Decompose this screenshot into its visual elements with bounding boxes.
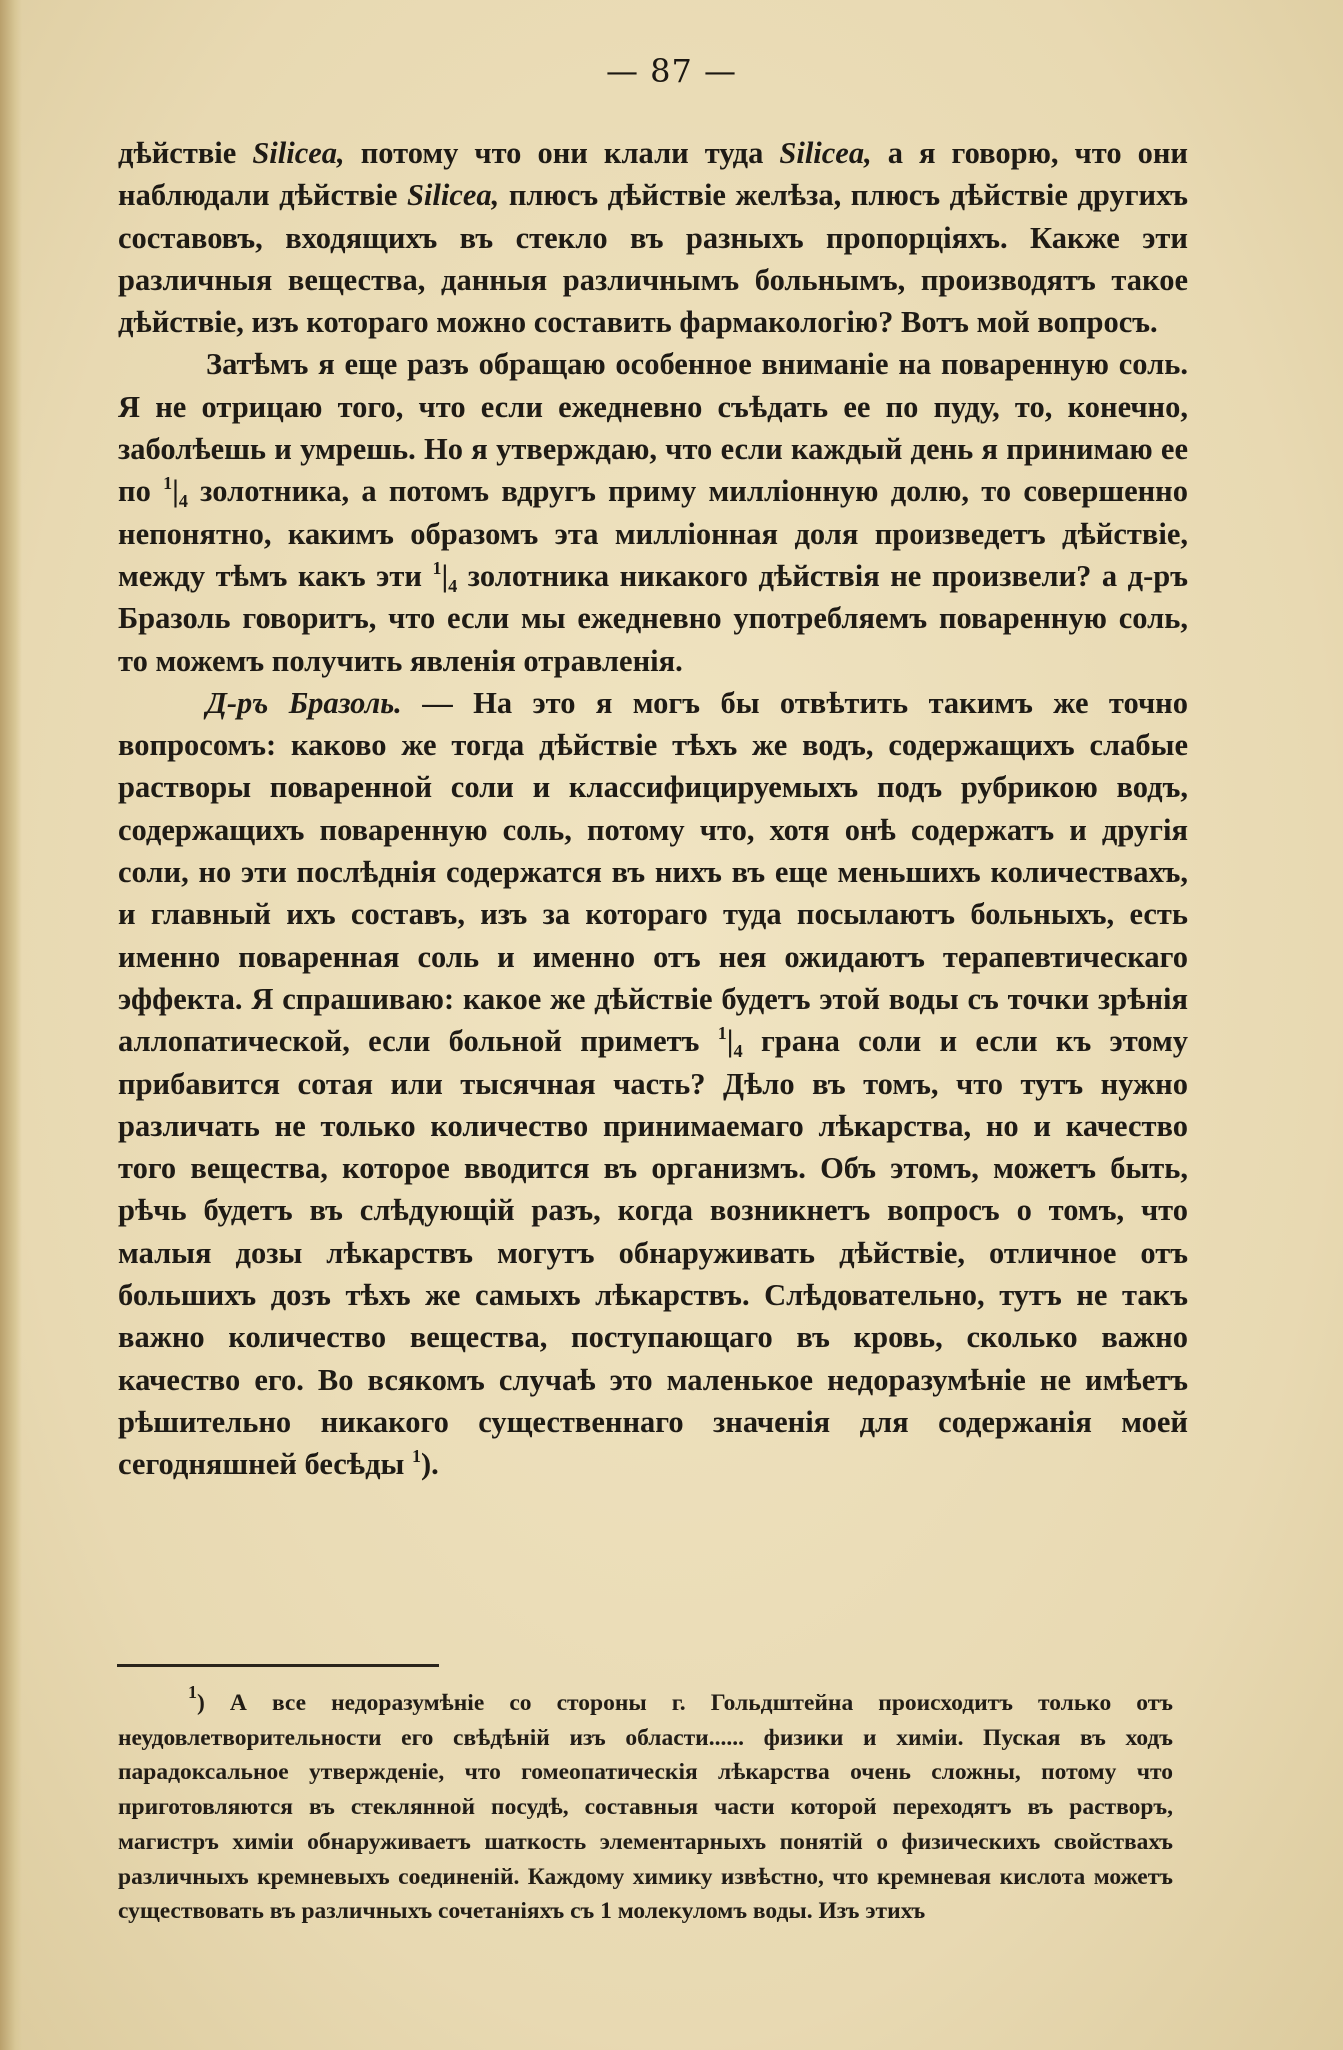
paragraph [118,682,1188,1486]
italic-text: Silicea, [406,178,500,213]
text-run: дѣйствіе [118,136,253,170]
text-run: ) А все недоразумѣніе со стороны г. Гольдштейна происходитъ только отъ неудовлетворительности его свѣдѣній изъ области...... физики и химіи. Пуская въ ходъ парадоксальное утвержденіе, что гомеопатическія лѣкарства очень сложны, потому что приготовляются въ стеклянной посудѣ, составныя части которой переходятъ въ растворъ, магистръ химіи обнаруживаетъ шаткость элементарныхъ понятій о физическихъ свойствахъ различныхъ кремневыхъ соединеній. Каждому химику извѣстно, что кремневая кислота можетъ существовать въ различныхъ сочетаніяхъ съ 1 молекуломъ воды. Изъ этихъ [118,1690,1173,1925]
italic-text: Silicea, [252,136,345,170]
text-run: — На это я могъ бы отвѣтить такимъ же точно вопросомъ: каково же тогда дѣйствіе тѣхъ же водъ, содержащихъ слабые растворы поваренной соли и классифицируемыхъ подъ рубрикою водъ, содержащихъ поваренную соль, потому что, хотя онѣ содержатъ и другія соли, но эти послѣднія содержатся въ нихъ въ еще меньшихъ количествахъ, и главный ихъ составъ, изъ за котораго туда посылаютъ больныхъ, есть именно поваренная соль и именно отъ нея ожидаютъ терапевтическаго эффекта. Я спрашиваю: какое же дѣйствіе будетъ этой воды съ точки зрѣнія аллопатической, если больной приметъ [118,685,1188,1059]
footnote [118,1682,1173,1929]
text-run: Затѣмъ я еще разъ обращаю особенное вниманіе на поваренную соль. Я не отрицаю того, что если ежедневно съѣдать ее по пуду, то, конечно, заболѣешь и умрешь. Но я утверждаю, что если каждый день я принимаю ее по [118,347,1188,509]
text-run: |₄ грана соли и если къ этому прибавится сотая или тысячная часть? Дѣло въ томъ, что тутъ нужно различать не только количество принимаемаго лѣкарства, но и качество того вещества, которое вводится въ организмъ. Объ этомъ, можетъ быть, рѣчь будетъ въ слѣдующій разъ, когда возникнетъ вопросъ о томъ, что малыя дозы лѣкарствъ могутъ обнаруживать дѣйствіе, отличное отъ большихъ дозъ тѣхъ же самыхъ лѣкарствъ. Слѣдовательно, тутъ не такъ важно количество вещества, поступающаго въ кровь, сколько важно качество его. Во всякомъ случаѣ это маленькое недоразумѣніе не имѣетъ рѣшительно никакого существеннаго значенія для содержанія моей сегодняшней бесѣды [118,1024,1188,1482]
text-run: |₄ золотника никакого дѣйствія не произвели? а д-ръ Бразоль говоритъ, что если мы ежедневно употребляемъ поваренную соль, то можемъ получить явленія отравленія. [118,558,1189,678]
footnote-marker: 1 [432,557,442,578]
italic-text: Silicea, [779,136,872,170]
footnote-paragraph [118,1682,1173,1929]
text-run: а я говорю, что они наблюдали дѣйствіе [118,136,1188,213]
paragraph [118,132,1188,343]
text-run: |₄ золотника, а потомъ вдругъ приму милліонную долю, то совершенно непонятно, какимъ образомъ эта милліонная доля произведетъ дѣйствіе, между тѣмъ какъ эти [118,474,1189,593]
footnote-marker: 1 [188,1682,197,1702]
italic-text: Д-ръ Бразоль. [206,685,402,720]
body-text [118,132,1188,1486]
page-edge-shadow [0,0,22,2050]
paragraph [118,343,1188,681]
text-run: потому что они клали туда [344,136,780,170]
footnote-marker: 1 [163,473,173,494]
footnote-marker: 1 [411,1446,421,1467]
text-run: плюсъ дѣйствіе желѣза, плюсъ дѣйствіе другихъ составовъ, входящихъ въ стекло въ разныхъ пропорціяхъ. Какже эти различныя вещества, данныя различнымъ больнымъ, производятъ такое дѣйствіе, изъ котораго можно составить фармакологію? Вотъ мой вопросъ. [118,178,1188,340]
footnote-separator [117,1664,439,1667]
text-run: ). [420,1447,439,1482]
footnote-marker: 1 [717,1023,727,1044]
page-number: — 87 — [605,52,738,90]
